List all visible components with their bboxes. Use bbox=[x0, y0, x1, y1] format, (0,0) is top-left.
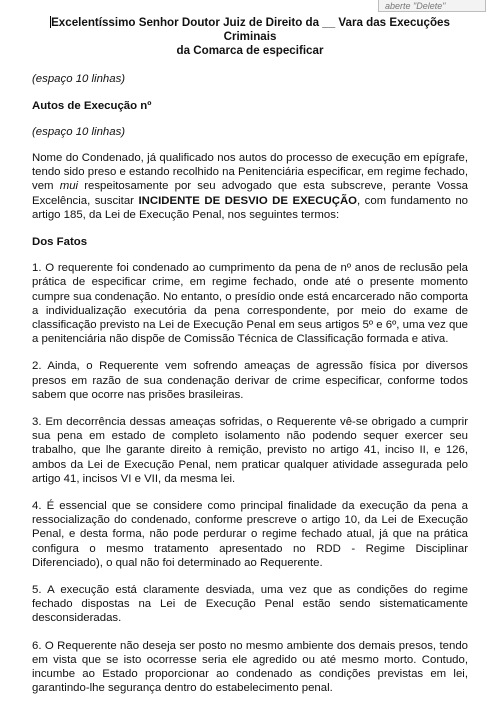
autos-heading: Autos de Execução nº bbox=[32, 99, 152, 112]
intro-bold: INCIDENTE DE DESVIO DE EXECUÇÃO bbox=[138, 194, 358, 207]
intro-text-c: , com fundamento no artigo 185, da Lei de Execução Penal, nos seguintes termos: bbox=[32, 194, 468, 221]
intro-text-a: Nome do Condenado, já qualificado nos autos do processo de execução em epígrafe, tendo sido preso e estando recolhido na Penitenciária especificar, em regime fechado, vem bbox=[32, 152, 468, 193]
spacer-note: (espaço 10 linhas) bbox=[32, 73, 126, 86]
intro-italic: mui bbox=[59, 180, 79, 193]
fact-paragraph: 2. Ainda, o Requerente vem sofrendo ameaças de agressão física por diversos presos em razão de sua condenação derivar de crime especificar, conforme todos sabem que ocorre nas prisões brasileiras. bbox=[32, 360, 468, 401]
document-page[interactable] bbox=[32, 16, 468, 709]
title-line-1: Excelentíssimo Senhor Doutor Juiz de Direito da __ Vara das Execuções Criminais bbox=[51, 16, 450, 43]
fact-paragraph: 4. É essencial que se considere como principal finalidade da execução da pena a ressocialização do condenado, conforme prescreve o artigo 10, da Lei de Execução Penal, e desta forma, não pode perdurar o regime fechado atual, já que na prática configura o mesmo tratamento apresentado no RDD - Regime Disciplinar Diferenciado), o qual não foi determinado ao Requerente. bbox=[32, 500, 468, 569]
spacer-note: (espaço 10 linhas) bbox=[32, 125, 126, 138]
title-line-2: da Comarca de especificar bbox=[176, 43, 324, 57]
hint-text: aberte "Delete" bbox=[385, 1, 446, 11]
fact-paragraph: 5. A execução está claramente desviada, uma vez que as condições do regime fechado dispostas na Lei de Execução Penal estão sendo sistematicamente desconsideradas. bbox=[32, 584, 468, 625]
fact-paragraph: 6. O Requerente não deseja ser posto no mesmo ambiente dos demais presos, tendo em vista que se isto ocorresse seria ele agredido ou até mesmo morto. Contudo, incumbe ao Estado proporcionar ao condenado as condições previstas em lei, garantindo-lhe segurança dentro do estabelecimento penal. bbox=[32, 639, 468, 695]
fact-paragraph: 1. O requerente foi condenado ao cumprimento da pena de nº anos de reclusão pela prática de especificar crime, em regime fechado, onde até o presente momento cumpre sua condenação. No entanto, o presídio onde está encarcerado não comporta a individualização executória da pena correspondente, por meio do exame de classificação previsto na Lei de Execução Penal em seus artigos 5º e 6º, uma vez que a penitenciária não dispõe de Comissão Técnica de Classificação formada e ativa. bbox=[32, 262, 468, 346]
fact-paragraph: 3. Em decorrência dessas ameaças sofridas, o Requerente vê-se obrigado a cumprir sua pena em estado de completo isolamento não podendo sequer exercer seu trabalho, que lhe garante direito à remição, previsto no artigo 41, inciso II, e 126, ambos da Lei de Execução Penal, nem praticar qualquer atividade assegurada pelo artigo 41, incisos VI e VII, da mesma lei. bbox=[32, 416, 468, 485]
hint-box bbox=[378, 0, 486, 12]
section-heading: Dos Fatos bbox=[32, 236, 88, 249]
intro-text-b: respeitosamente por seu advogado que esta subscreve, perante Vossa Excelência, suscitar bbox=[32, 180, 468, 207]
document-title bbox=[32, 16, 468, 57]
intro-paragraph bbox=[32, 151, 468, 222]
